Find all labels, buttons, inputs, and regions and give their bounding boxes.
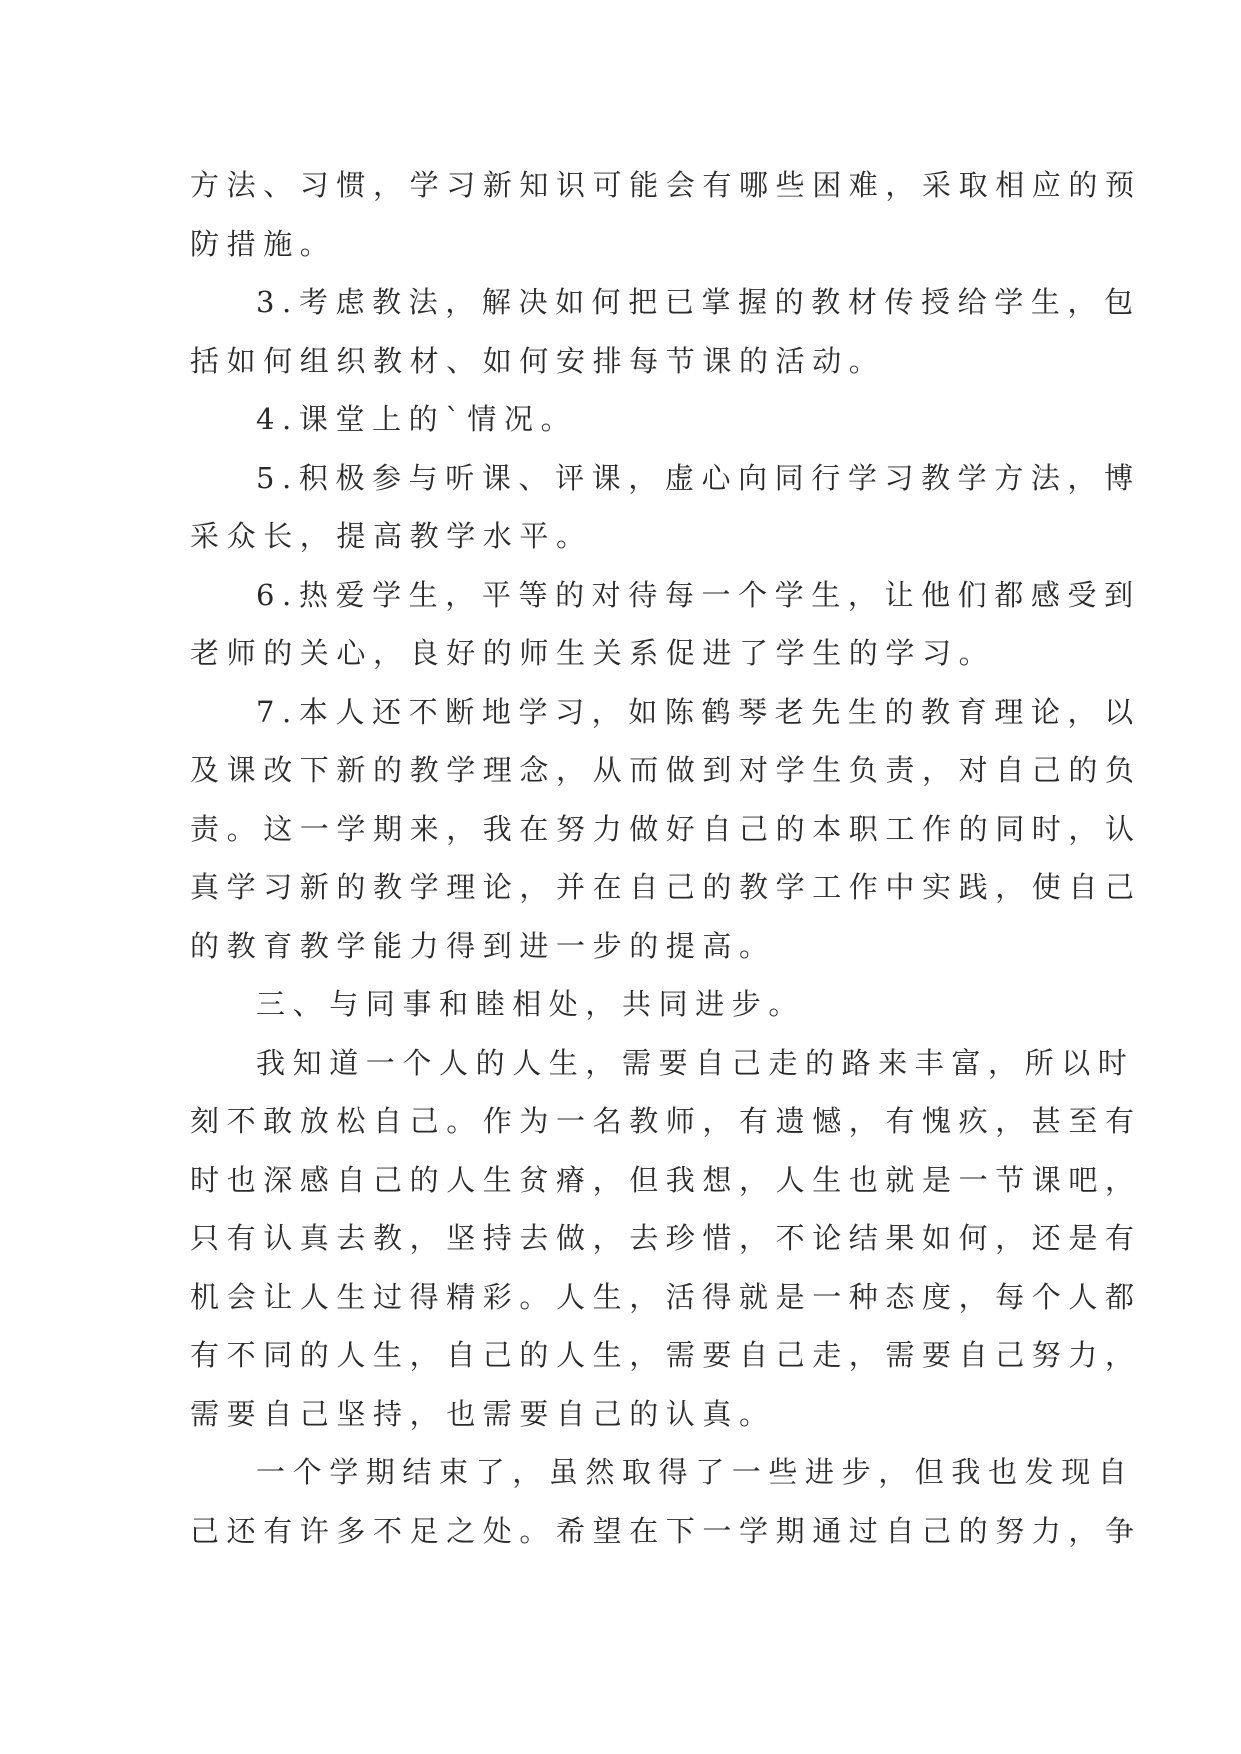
text-line: 刻不敢放松自己。作为一名教师，有遗憾，有愧疚，甚至有 (190, 1104, 1142, 1138)
text-line: 时也深感自己的人生贫瘠，但我想，人生也就是一节课吧， (190, 1162, 1142, 1197)
text-line: 防措施。 (190, 226, 337, 261)
text-line: 机会让人生过得精彩。人生，活得就是一种态度，每个人都 (190, 1279, 1142, 1314)
text-line: 有不同的人生，自己的人生，需要自己走，需要自己努力， (190, 1338, 1142, 1372)
text-line: 7.本人还不断地学习，如陈鹤琴老先生的教育理论，以 (256, 694, 1141, 729)
text-line: 责。这一学期来，我在努力做好自己的本职工作的同时，认 (190, 811, 1142, 846)
text-line: 4.课堂上的`情况。 (256, 402, 578, 436)
text-line: 的教育教学能力得到进一步的提高。 (190, 928, 776, 963)
text-line: 3.考虑教法，解决如何把已掌握的教材传授给学生，包 (256, 285, 1141, 319)
text-line: 采众长，提高教学水平。 (190, 519, 593, 553)
text-line: 己还有许多不足之处。希望在下一学期通过自己的努力，争 (190, 1513, 1142, 1548)
section-heading: 三、与同事和睦相处，共同进步。 (256, 987, 806, 1021)
text-line: 6.热爱学生，平等的对待每一个学生，让他们都感受到 (256, 577, 1141, 612)
text-line: 老师的关心，良好的师生关系促进了学生的学习。 (190, 636, 996, 670)
text-line: 我知道一个人的人生，需要自己走的路来丰富，所以时 (256, 1045, 1135, 1080)
text-line: 一个学期结束了，虽然取得了一些进步，但我也发现自 (256, 1455, 1135, 1489)
text-line: 括如何组织教材、如何安排每节课的活动。 (190, 343, 886, 378)
text-line: 方法、习惯，学习新知识可能会有哪些困难，采取相应的预 (190, 168, 1142, 202)
text-line: 及课改下新的教学理念，从而做到对学生负责，对自己的负 (190, 753, 1142, 787)
text-line: 真学习新的教学理论，并在自己的教学工作中实践，使自己 (190, 870, 1142, 904)
document-body (190, 156, 1142, 1560)
text-line: 需要自己坚持，也需要自己的认真。 (190, 1396, 776, 1431)
text-line: 只有认真去教，坚持去做，去珍惜，不论结果如何，还是有 (190, 1221, 1142, 1255)
text-line: 5.积极参与听课、评课，虚心向同行学习教学方法，博 (256, 460, 1141, 495)
